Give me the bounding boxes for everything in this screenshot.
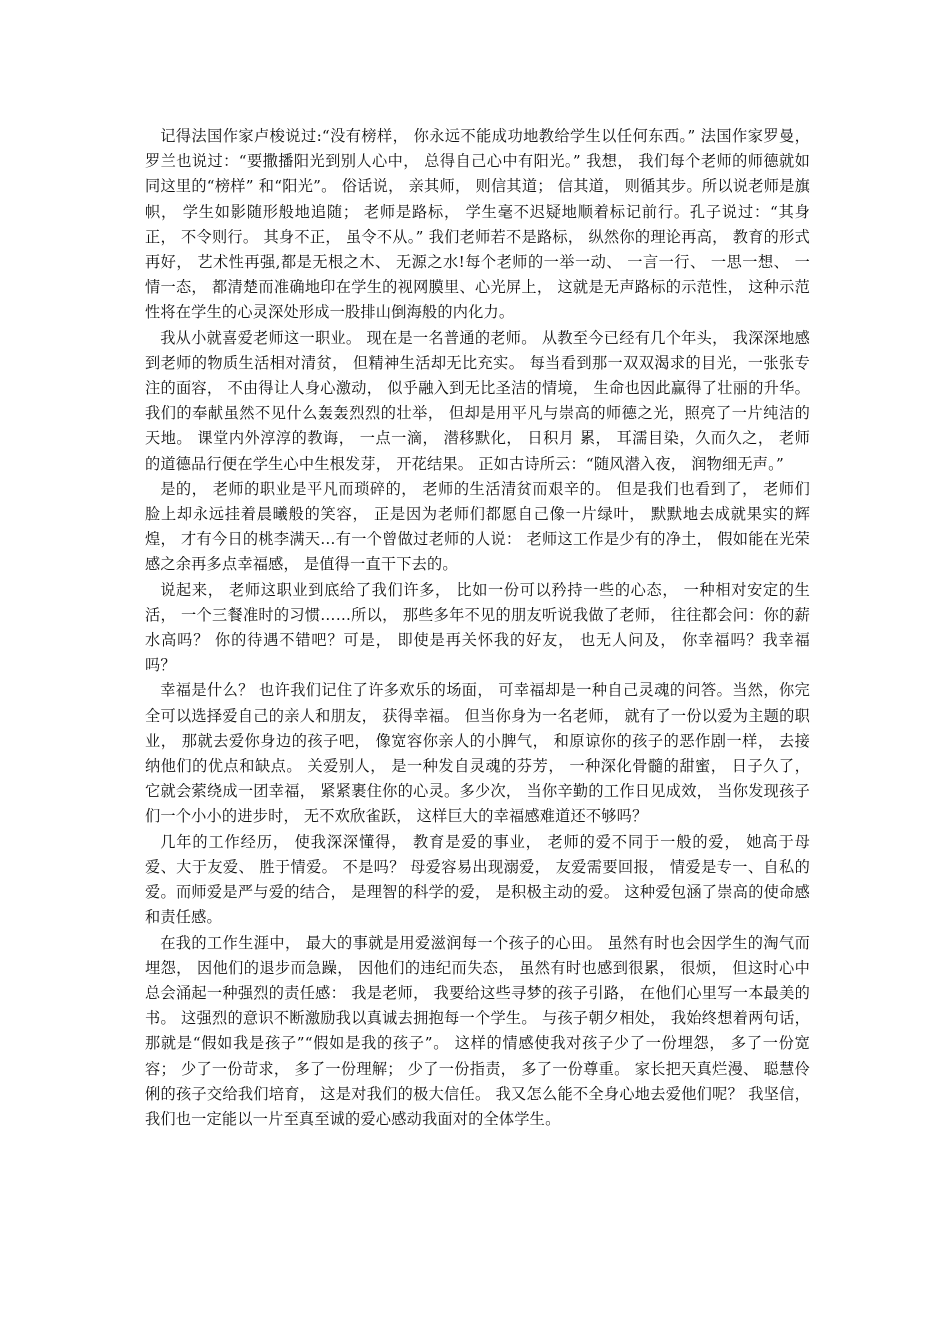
paragraph-3: 是的， 老师的职业是平凡而琐碎的， 老师的生活清贫而艰辛的。 但是我们也看到了， 老师们脸上却永远挂着晨曦般的笑容， 正是因为老师们都愿自己像一片绿叶， 默默地去成就果实的辉煌， 才有今日的桃李满天…有一个曾做过老师的人说： 老师这工作是少有的净土， 假如能在光荣感之余再多点幸福感， 是值得一直干下去的。 <box>145 479 810 574</box>
paragraph-7: 在我的工作生涯中， 最大的事就是用爱滋润每一个孩子的心田。 虽然有时也会因学生的淘气而埋怨， 因他们的退步而急躁， 因他们的违纪而失态， 虽然有时也感到很累， 很烦， 但这时心中总会涌起一种强烈的责任感： 我是老师， 我要给这些寻梦的孩子引路， 在他们心里写一本最美的书。 这强烈的意识不断激励我以真诚去拥抱每一个学生。 与孩子朝夕相处， 我始终想着两句话， 那就是“假如我是孩子”“假如是我的孩子”。 这样的情感使我对孩子少了一份埋怨， 多了一份宽容； 少了一份苛求， 多了一份理解； 少了一份指责， 多了一份尊重。 家长把天真烂漫、 聪慧伶俐的孩子交给我们培育， 这是对我们的极大信任。 我又怎么能不全身心地去爱他们呢？ 我坚信， 我们也一定能以一片至真至诚的爱心感动我面对的全体学生。 <box>145 933 810 1128</box>
paragraph-5: 幸福是什么？ 也许我们记住了许多欢乐的场面， 可幸福却是一种自己灵魂的问答。当然，你完全可以选择爱自己的亲人和朋友， 获得幸福。 但当你身为一名老师， 就有了一份以爱为主题的职业， 那就去爱你身边的孩子吧， 像宽容你亲人的小脾气， 和原谅你的孩子的恶作剧一样， 去接纳他们的优点和缺点。 关爱别人， 是一种发自灵魂的芬芳， 一种深化骨髓的甜蜜， 日子久了， 它就会萦绕成一团幸福， 紧紧裹住你的心灵。多少次， 当你辛勤的工作日见成效， 当你发现孩子们一个小小的进步时， 无不欢欣雀跃， 这样巨大的幸福感难道还不够吗？ <box>145 681 810 826</box>
essay-body <box>145 124 810 1132</box>
paragraph-1: 记得法国作家卢梭说过:“没有榜样， 你永远不能成功地教给学生以任何东西。” 法国作家罗曼， 罗兰也说过：“要撒播阳光到别人心中， 总得自己心中有阳光。” 我想， 我们每个老师的师德就如同这里的“榜样” 和“阳光”。 俗话说， 亲其师， 则信其道； 信其道， 则循其步。所以说老师是旗帜， 学生如影随形般地追随； 老师是路标， 学生毫不迟疑地顺着标记前行。孔子说过：“其身正， 不令则行。 其身不正， 虽令不从。” 我们老师若不是路标， 纵然你的理论再高， 教育的形式再好， 艺术性再强,都是无根之木、 无源之水!每个老师的一举一动、 一言一行、 一思一想、 一情一态， 都清楚而准确地印在学生的视网膜里、心光屏上， 这就是无声路标的示范性， 这种示范性将在学生的心灵深处形成一股排山倒海般的内化力。 <box>145 127 810 322</box>
paragraph-4: 说起来， 老师这职业到底给了我们许多， 比如一份可以矜持一些的心态， 一种相对安定的生活， 一个三餐准时的习惯……所以， 那些多年不见的朋友听说我做了老师， 往往都会问：你的薪水高吗？ 你的待遇不错吧？可是， 即使是再关怀我的好友， 也无人问及， 你幸福吗？我幸福吗？ <box>145 580 810 675</box>
paragraph-2: 我从小就喜爱老师这一职业。 现在是一名普通的老师。 从教至今已经有几个年头， 我深深地感到老师的物质生活相对清贫， 但精神生活却无比充实。 每当看到那一双双渴求的目光，一张张专注的面容， 不由得让人身心激动， 似乎融入到无比圣洁的情境， 生命也因此赢得了壮丽的升华。 我们的奉献虽然不见什么轰轰烈烈的壮举， 但却是用平凡与崇高的师德之光，照亮了一片纯洁的天地。 课堂内外淳淳的教诲， 一点一滴， 潜移默化， 日积月 累， 耳濡目染，久而久之， 老师的道德品行便在学生心中生根发芽， 开花结果。 正如古诗所云：“随风潜入夜， 润物细无声。” <box>145 328 810 473</box>
paragraph-6: 几年的工作经历， 使我深深懂得， 教育是爱的事业， 老师的爱不同于一般的爱， 她高于母爱、大于友爱、 胜于情爱。 不是吗？ 母爱容易出现溺爱， 友爱需要回报， 情爱是专一、自私的爱。而师爱是严与爱的结合， 是理智的科学的爱， 是积极主动的爱。 这种爱包涵了崇高的使命感和责任感。 <box>145 832 810 927</box>
